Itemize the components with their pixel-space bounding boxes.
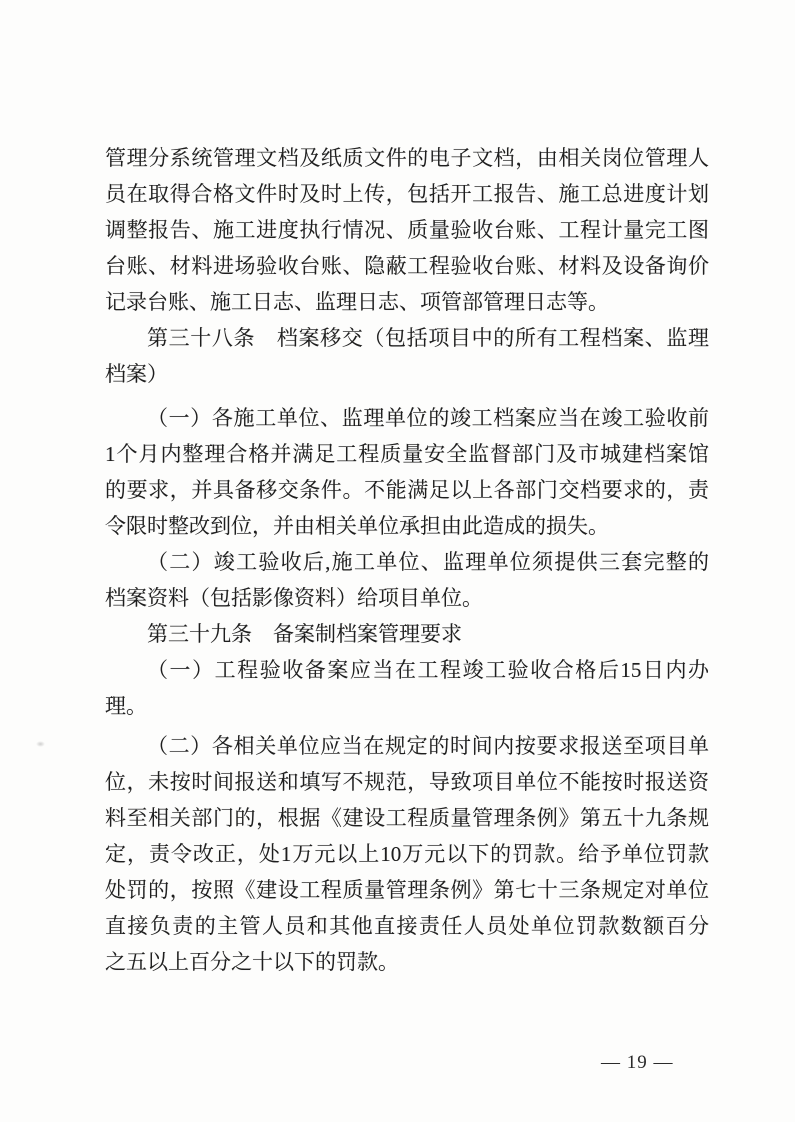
heading-line: 第三十八条 档案移交（包括项目中的所有工程档案、监理	[147, 326, 709, 350]
text-line: 之五以上百分之十以下的罚款。	[105, 950, 399, 974]
text-line: 的要求，并具备移交条件。不能满足以上各部门交档要求的，责	[105, 478, 709, 502]
text-line: 记录台账、施工日志、监理日志、项管部管理日志等。	[105, 290, 609, 314]
article-38-item-2	[105, 544, 709, 616]
text-line: 管理分系统管理文档及纸质文件的电子文档，由相关岗位管理人	[105, 146, 709, 170]
text-line: 令限时整改到位，并由相关单位承担由此造成的损失。	[105, 514, 609, 538]
text-line: （二）竣工验收后,施工单位、监理单位须提供三套完整的	[147, 550, 709, 574]
page-number: — 19 —	[601, 1052, 674, 1073]
text-line: 位，未按时间报送和填写不规范，导致项目单位不能按时报送资	[105, 770, 709, 794]
article-39-item-2	[105, 728, 709, 980]
scan-artifact	[36, 741, 45, 747]
text-line: 调整报告、施工进度执行情况、质量验收台账、工程计量完工图	[105, 218, 709, 242]
text-line: 定，责令改正，处1万元以上10万元以下的罚款。给予单位罚款	[105, 842, 709, 866]
text-line: （一）工程验收备案应当在工程竣工验收合格后15日内办	[147, 658, 709, 682]
heading-line: 第三十九条 备案制档案管理要求	[147, 622, 462, 646]
text-line: 1个月内整理合格并满足工程质量安全监督部门及市城建档案馆	[105, 442, 709, 466]
article-38-heading	[105, 320, 709, 392]
heading-line: 档案）	[105, 362, 168, 386]
article-38-item-1	[105, 400, 709, 544]
text-line: 直接负责的主管人员和其他直接责任人员处单位罚款数额百分	[105, 914, 709, 938]
article-39-heading	[105, 616, 709, 652]
text-line: （二）各相关单位应当在规定的时间内按要求报送至项目单	[147, 734, 709, 758]
text-line: （一）各施工单位、监理单位的竣工档案应当在竣工验收前	[147, 406, 709, 430]
paragraph-archive-upload	[105, 140, 709, 320]
text-line: 台账、材料进场验收台账、隐蔽工程验收台账、材料及设备询价	[105, 254, 709, 278]
text-line: 处罚的，按照《建设工程质量管理条例》第七十三条规定对单位	[105, 878, 709, 902]
article-39-item-1	[105, 652, 709, 724]
text-line: 理。	[105, 694, 147, 718]
text-line: 员在取得合格文件时及时上传，包括开工报告、施工总进度计划	[105, 182, 709, 206]
text-line: 料至相关部门的，根据《建设工程质量管理条例》第五十九条规	[105, 806, 709, 830]
document-body	[105, 140, 709, 980]
text-line: 档案资料（包括影像资料）给项目单位。	[105, 586, 483, 610]
